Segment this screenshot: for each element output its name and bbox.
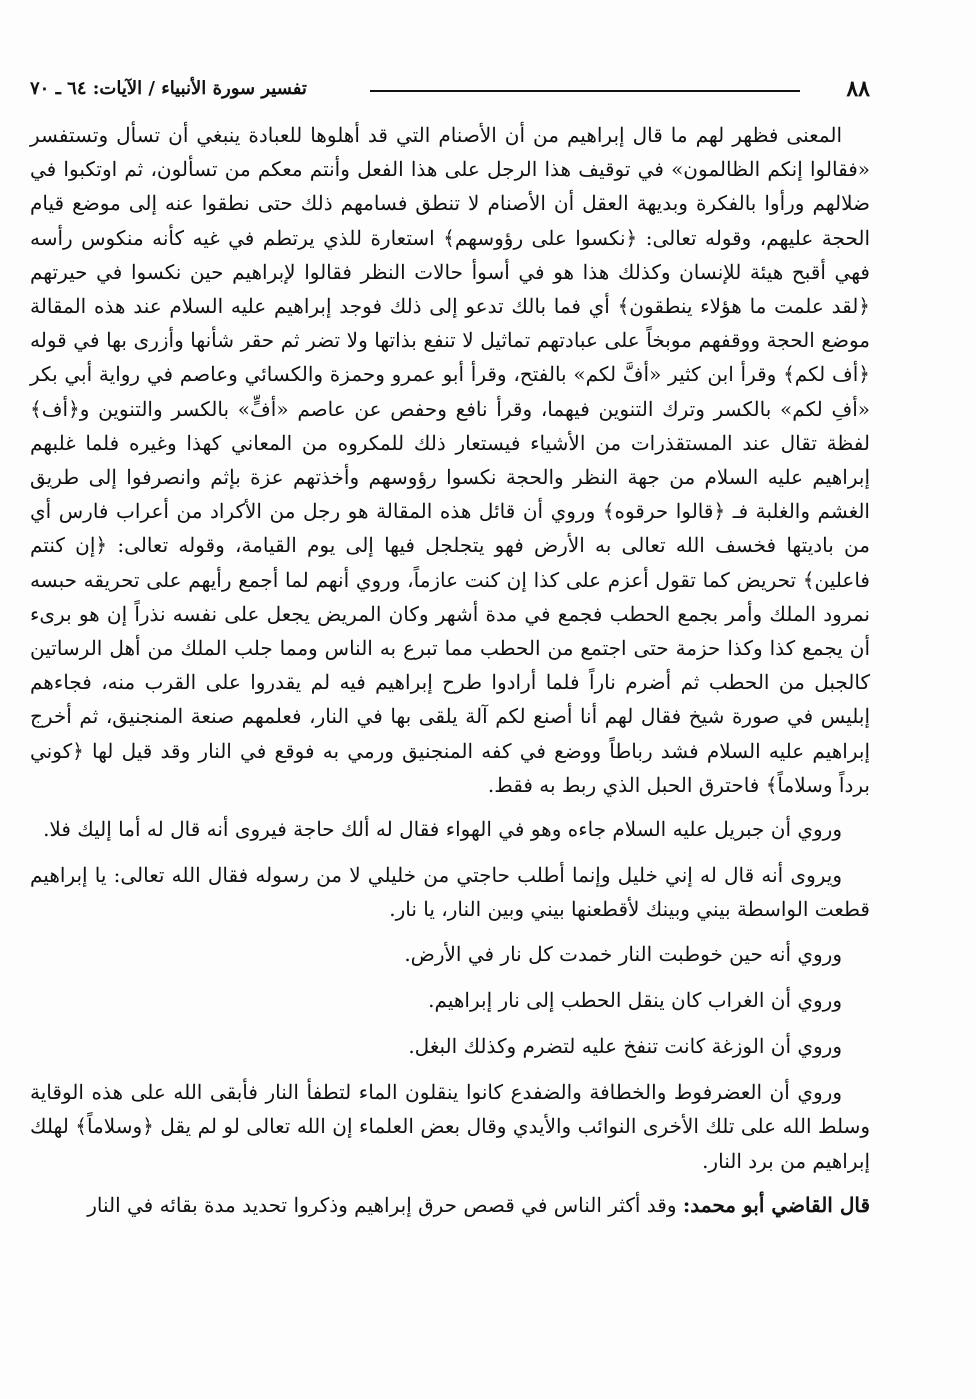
paragraph: وروي أن العضرفوط والخطافة والضفدع كانوا ينقلون الماء لتطفأ النار فأبقى الله على هذه الوقاية وسلط الله على تلك الأخرى النوائب والأيدي وقال بعض العلماء إن الله تعالى لو لم يقل ﴿وسلاماً﴾ لهلك إبراهيم من برد النار. [30, 1080, 870, 1173]
final-paragraph [30, 1188, 870, 1222]
speaker-label: قال القاضي أبو محمد: [682, 1192, 870, 1217]
page-body [30, 118, 870, 1222]
running-title: تفسير سورة الأنبياء / الآيات: ٦٤ ـ ٧٠ [30, 78, 307, 99]
paragraph: وروي أنه حين خوطبت النار خمدت كل نار في الأرض. [404, 941, 842, 966]
book-page [30, 70, 870, 1232]
final-paragraph-text: وقد أكثر الناس في قصص حرق إبراهيم وذكروا تحديد مدة بقائه في النار [87, 1192, 677, 1217]
page-number: ٨٨ [846, 76, 870, 102]
paragraph: وروي أن جبريل عليه السلام جاءه وهو في الهواء فقال له ألك حاجة فيروى أنه قال له أما إليك فلا. [43, 817, 842, 842]
page-header [30, 70, 870, 104]
header-rule [370, 90, 800, 92]
paragraph: ويروى أنه قال له إني خليل وإنما أطلب حاجتي من خليلي لا من رسوله فقال الله تعالى: يا إبراهيم قطعت الواسطة بيني وبينك لأقطعنها بيني وبين النار، يا نار. [30, 863, 870, 922]
paragraph: المعنى فظهر لهم ما قال إبراهيم من أن الأصنام التي قد أهلوها للعبادة ينبغي أن تسأل وتستفسر «فقالوا إنكم الظالمون» في توقيف هذا الرجل على هذا الفعل وأنتم معكم من تسألون، ثم اوتكبوا في ضلالهم ورأوا بالفكرة وبديهة العقل أن الأصنام لا تنطق فسامهم ذلك حتى نطقوا عنه إلى موضع قيام الحجة عليهم، وقوله تعالى: ﴿نكسوا على رؤوسهم﴾ استعارة للذي يرتطم في غيه كأنه منكوس رأسه فهي أقبح هيئة للإنسان وكذلك هذا هو في أسوأ حالات النظر فقالوا لإبراهيم حين نكسوا في حيرتهم ﴿لقد علمت ما هؤلاء ينطقون﴾ أي فما بالك تدعو إلى ذلك فوجد إبراهيم عليه السلام عند هذه المقالة موضع الحجة ووقفهم موبخاً على عبادتهم تماثيل لا تنفع بذاتها ولا تضر ثم حقر شأنها وأزرى بها في قوله ﴿أف لكم﴾ وقرأ ابن كثير «أفَّ لكم» بالفتح، وقرأ أبو عمرو وحمزة والكسائي وعاصم في رواية أبي بكر «أفِ لكم» بالكسر وترك التنوين فيهما، وقرأ نافع وحفص عن عاصم «أفٍّ» بالكسر والتنوين و﴿أف﴾ لفظة تقال عند المستقذرات من الأشياء فيستعار ذلك للمكروه من المعاني كهذا وغيره فلما غلبهم إبراهيم عليه السلام من جهة النظر والحجة نكسوا رؤوسهم وأخذتهم عزة بإثم وانصرفوا إلى طريق الغشم والغلبة فـ ﴿قالوا حرقوه﴾ وروي أن قائل هذه المقالة هو رجل من الأكراد من أعراب فارس أي من باديتها فخسف الله تعالى به الأرض فهو يتجلجل فيها إلى يوم القيامة، وقوله تعالى: ﴿إن كنتم فاعلين﴾ تحريض كما تقول أعزم على كذا إن كنت عازماً، وروي أنهم لما أجمع رأيهم على تحريقه حبسه نمرود الملك وأمر بجمع الحطب فجمع في مدة أشهر وكان المريض يجعل على نفسه نذراً إن هو برىء أن يجمع كذا وكذا حزمة حتى اجتمع من الحطب مما تبرع به الناس ومما جلب الملك من أهل الرساتين كالجبل من الحطب ثم أضرم ناراً فلما أرادوا طرح إبراهيم فيه لم يقدروا على القرب منه، فجاءهم إبليس في صورة شيخ فقال لهم أنا أصنع لكم آلة يلقى بها في النار، فعلمهم صنعة المنجنيق، ثم أخرج إبراهيم عليه السلام فشد رباطاً ووضع في كفه المنجنيق ورمي به فوقع في النار وقد قيل لها ﴿كوني برداً وسلاماً﴾ فاحترق الحبل الذي ربط به فقط. [30, 123, 870, 797]
paragraph: وروي أن الوزغة كانت تنفخ عليه لتضرم وكذلك البغل. [408, 1034, 842, 1059]
paragraph: وروي أن الغراب كان ينقل الحطب إلى نار إبراهيم. [428, 987, 842, 1012]
